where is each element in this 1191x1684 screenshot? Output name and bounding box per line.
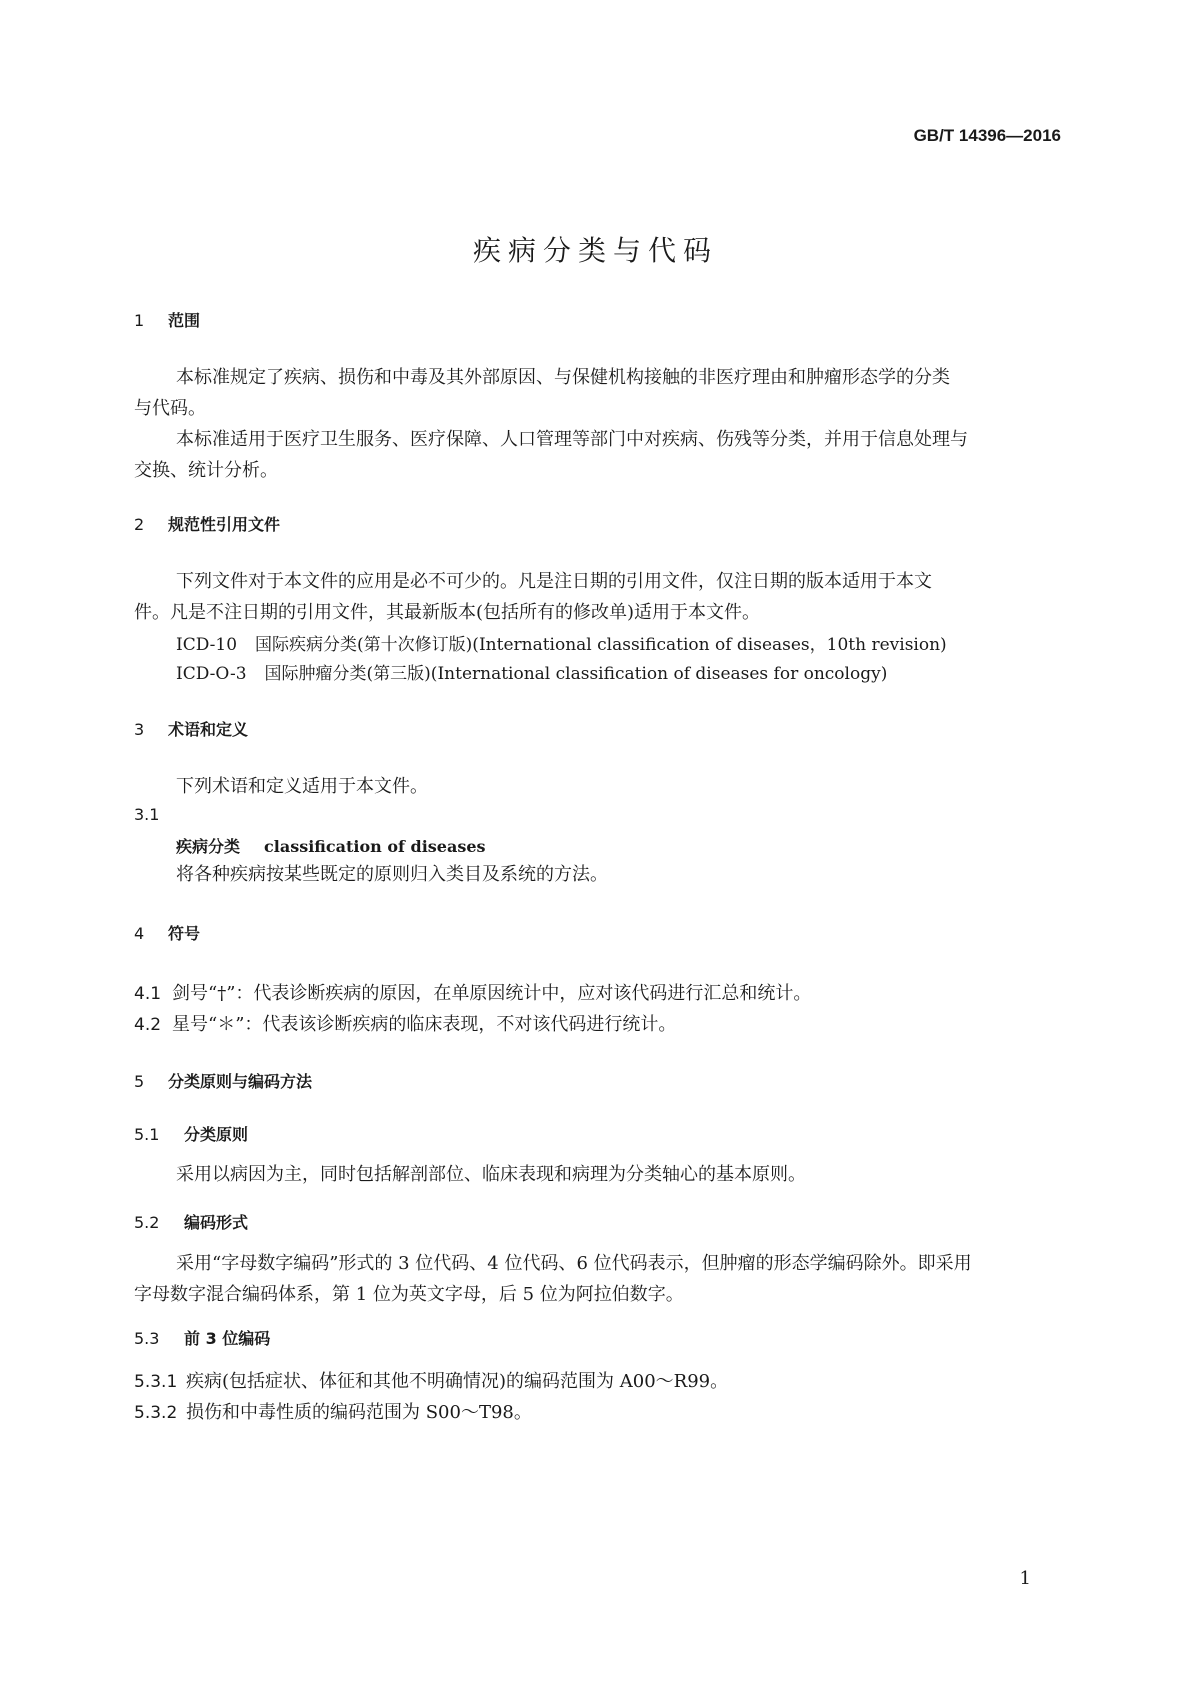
subsection-5-1-heading [134,1122,248,1145]
reference-icd10 [176,630,947,655]
document-title: 疾病分类与代码 [472,234,718,267]
section-number: 3 [134,720,145,739]
section-2-heading [134,512,280,535]
item-number: 4.2 [134,1015,162,1035]
item-number: 5.3.1 [134,1372,178,1392]
term-chinese: 疾病分类 [176,837,241,856]
subsection-number: 5.2 [134,1213,160,1232]
section-title: 分类原则与编码方法 [168,1072,313,1091]
item-number: 5.3.2 [134,1403,178,1423]
subsection-5-2-heading [134,1210,248,1233]
section-number: 1 [134,311,145,330]
section-title: 范围 [168,311,201,330]
list-item [134,1367,728,1393]
subsection-5-3-heading [134,1326,270,1349]
term-heading [176,834,486,857]
s1-p1-line1: 本标准规定了疾病、损伤和中毒及其外部原因、与保健机构接触的非医疗理由和肿瘤形态学的分类 [176,367,950,388]
reference-text: 国际疾病分类(第十次修订版)(International classification of diseases，10th revision) [255,635,947,655]
term-english: classification of diseases [264,837,486,856]
s51-text: 采用以病因为主，同时包括解剖部位、临床表现和病理为分类轴心的基本原则。 [176,1164,806,1185]
list-item [134,979,811,1005]
item-number: 4.1 [134,984,162,1004]
s1-p2-line2: 交换、统计分析。 [134,460,278,481]
section-3-heading [134,717,248,740]
section-4-heading [134,921,200,944]
s52-line2: 字母数字混合编码体系，第 1 位为英文字母，后 5 位为阿拉伯数字。 [134,1284,684,1305]
item-text: 剑号“†”：代表诊断疾病的原因，在单原因统计中，应对该代码进行汇总和统计。 [172,983,812,1004]
subsection-title: 前 3 位编码 [184,1329,271,1348]
item-text: 疾病(包括症状、体征和其他不明确情况)的编码范围为 A00～R99。 [186,1371,729,1392]
s2-p1-line1: 下列文件对于本文件的应用是必不可少的。凡是注日期的引用文件，仅注日期的版本适用于本文 [176,571,932,592]
subsection-number: 5.3 [134,1329,160,1348]
reference-text: 国际肿瘤分类(第三版)(International classification of diseases for oncology) [264,664,888,684]
standard-number: GB/T 14396—2016 [913,126,1061,145]
section-title: 术语和定义 [168,720,249,739]
page-number: 1 [1019,1568,1031,1589]
item-text: 损伤和中毒性质的编码范围为 S00～T98。 [186,1402,532,1423]
s52-line1: 采用“字母数字编码”形式的 3 位代码、4 位代码、6 位代码表示，但肿瘤的形态学编码除外。即采用 [176,1253,972,1274]
s2-p1-line2: 件。凡是不注日期的引用文件，其最新版本(包括所有的修改单)适用于本文件。 [134,602,761,623]
section-title: 符号 [168,924,201,943]
section-title: 规范性引用文件 [168,515,281,534]
section-number: 2 [134,515,145,534]
subsection-number: 5.1 [134,1125,160,1144]
item-text: 星号“＊”：代表该诊断疾病的临床表现，不对该代码进行统计。 [172,1014,677,1035]
s1-p2-line1: 本标准适用于医疗卫生服务、医疗保障、人口管理等部门中对疾病、伤残等分类，并用于信息处理与 [176,429,968,450]
reference-code: ICD-10 [176,635,238,655]
subsection-title: 分类原则 [184,1125,249,1144]
subsection-title: 编码形式 [184,1213,249,1232]
list-item [134,1010,676,1036]
section-number: 4 [134,924,145,943]
s1-p1-line2: 与代码。 [134,398,206,419]
list-item [134,1398,532,1424]
reference-code: ICD-O-3 [176,664,247,684]
reference-icdo3 [176,659,887,684]
section-number: 5 [134,1072,145,1091]
term-definition: 将各种疾病按某些既定的原则归入类目及系统的方法。 [176,864,608,885]
term-number: 3.1 [134,805,160,824]
s3-intro: 下列术语和定义适用于本文件。 [176,776,428,797]
section-1-heading [134,308,200,331]
section-5-heading [134,1069,312,1092]
